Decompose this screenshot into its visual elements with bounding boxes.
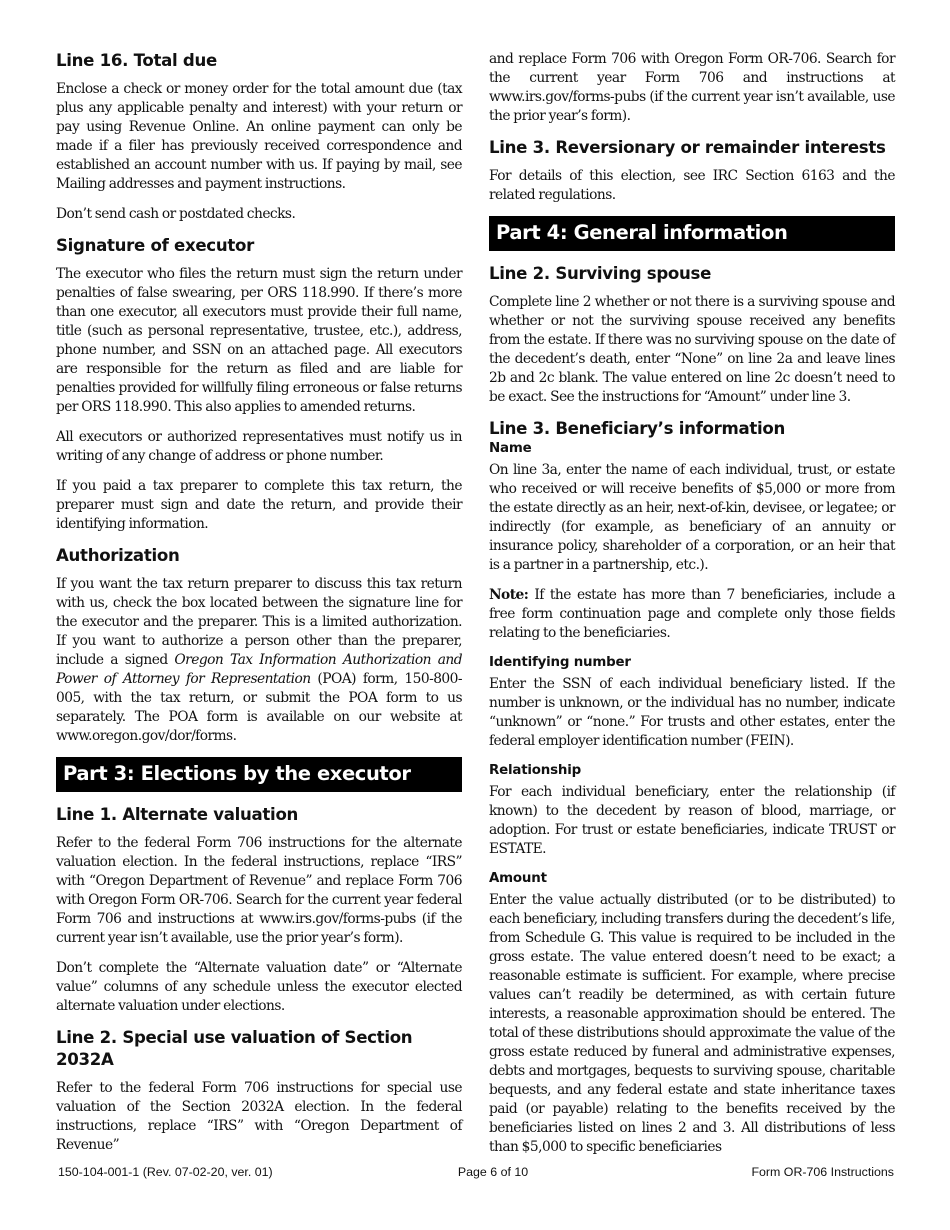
name-subheading: Name <box>489 441 532 456</box>
special-use-heading: Line 2. Special use valuation of Section 2032A <box>56 1028 413 1069</box>
continued-paragraph: and replace Form 706 with Oregon Form OR-706. Search for the current year Form 706 and instructions at www.irs.gov/forms-pubs (if the current year isn’t available, use the prior year’s form). <box>489 51 895 124</box>
authorization-text-b: (POA) form, 150-800-005, with the tax return, or submit the POA form to us separately. The POA form is available on our website at www.oregon.gov/dor/forms. <box>56 671 462 744</box>
name-paragraph: On line 3a, enter the name of each individual, trust, or estate who received or will receive benefits of $5,000 or more from the estate directly as an heir, next-of-kin, devisee, or legatee; or indirectly (for example, as beneficiary of an annuity or insurance policy, shareholder of a corporation, or an heir that is a partner in a partnership, etc.). <box>489 462 895 573</box>
authorization-heading: Authorization <box>56 546 180 565</box>
line16-heading: Line 16. Total due <box>56 51 217 70</box>
line16-paragraph-1: Enclose a check or money order for the total amount due (tax plus any applicable penalty and interest) with your return or pay using Revenue Online. An online payment can only be made if a filer has previously received correspondence and established an account number with us. If paying by mail, see Mailing addresses and payment instructions. <box>56 81 462 192</box>
special-use-paragraph: Refer to the federal Form 706 instructions for special use valuation of the Section 2032A election. In the federal instructions, replace “IRS” with “Oregon Department of Revenue” <box>56 1080 462 1153</box>
right-column <box>489 50 895 1168</box>
reversionary-heading: Line 3. Reversionary or remainder interests <box>489 138 886 157</box>
surviving-spouse-heading: Line 2. Surviving spouse <box>489 264 712 283</box>
note-text: If the estate has more than 7 beneficiaries, include a free form continuation page and complete only those fields relating to the beneficiaries. <box>489 587 895 641</box>
note-label: Note: <box>489 587 529 603</box>
footer-page-number: Page 6 of 10 <box>457 1165 529 1179</box>
footer-form-number: 150-104-001-1 (Rev. 07-02-20, ver. 01) <box>58 1165 273 1179</box>
amount-paragraph: Enter the value actually distributed (or to be distributed) to each beneficiary, including transfers during the decedent’s life, from Schedule G. This value is required to be included in the gross estate. The value entered doesn’t need to be exact; a reasonable estimate is sufficient. For example, where precise values can’t readily be determined, as with certain future interests, a reasonable approximation should be entered. The total of these distributions should approximate the value of the gross estate reduced by funeral and administrative expenses, debts and mortgages, bequests to surviving spouse, charitable bequests, and any federal estate and state inheritance taxes paid (or payable) relating to the benefits received by the beneficiaries listed on lines 2 and 3. All distributions of less than $5,000 to specific beneficiaries <box>489 892 895 1155</box>
amount-subheading: Amount <box>489 871 547 886</box>
signature-paragraph-2: All executors or authorized representatives must notify us in writing of any change of address or phone number. <box>56 429 462 464</box>
signature-heading: Signature of executor <box>56 236 254 255</box>
footer-form-title: Form OR-706 Instructions <box>751 1165 894 1179</box>
left-column <box>56 50 462 1166</box>
reversionary-paragraph: For details of this election, see IRC Section 6163 and the related regulations. <box>489 168 895 203</box>
page-footer <box>58 1165 894 1183</box>
alternate-valuation-paragraph-1: Refer to the federal Form 706 instructions for the alternate valuation election. In the federal instructions, replace “IRS” with “Oregon Department of Revenue” and replace Form 706 with Oregon Form OR-706. Search for the current year federal Form 706 and instructions at www.irs.gov/forms-pubs (if the current year isn’t available, use the prior year’s form). <box>56 835 462 946</box>
relationship-paragraph: For each individual beneficiary, enter the relationship (if known) to the decedent by reason of blood, marriage, or adoption. For trust or estate beneficiaries, indicate TRUST or ESTATE. <box>489 784 895 857</box>
line16-paragraph-2: Don’t send cash or postdated checks. <box>56 206 296 222</box>
poa-form-title: Oregon Tax Information Authorization and Power of Attorney for Representation <box>56 652 462 687</box>
signature-paragraph-1: The executor who files the return must sign the return under penalties of false swearing, per ORS 118.990. If there’s more than one executor, all executors must provide their full name, title (such as personal representative, trustee, etc.), address, phone number, and SSN on an attached page. All executors are responsible for the return as filed and are liable for penalties provided for willfully filing erroneous or false returns per ORS 118.990. This also applies to amended returns. <box>56 266 462 415</box>
part4-banner: Part 4: General information <box>489 216 895 251</box>
authorization-paragraph <box>56 575 462 746</box>
surviving-spouse-paragraph: Complete line 2 whether or not there is a surviving spouse and whether or not the surviving spouse received any benefits from the estate. If there was no surviving spouse on the date of the decedent’s death, enter “None” on line 2a and leave lines 2b and 2c blank. The value entered on line 2c doesn’t need to be exact. See the instructions for “Amount” under line 3. <box>489 294 895 405</box>
note-paragraph <box>489 586 895 643</box>
identifying-number-subheading: Identifying number <box>489 655 631 670</box>
beneficiary-heading: Line 3. Beneficiary’s information <box>489 419 786 438</box>
relationship-subheading: Relationship <box>489 763 582 778</box>
identifying-number-paragraph: Enter the SSN of each individual beneficiary listed. If the number is unknown, or the individual has no number, indicate “unknown” or “none.” For trusts and other estates, enter the federal employer identification number (FEIN). <box>489 676 895 749</box>
authorization-text-a: If you want the tax return preparer to discuss this tax return with us, check the box located between the signature line for the executor and the preparer. This is a limited authorization. If you want to authorize a person other than the preparer, include a signed <box>56 576 462 668</box>
alternate-valuation-heading: Line 1. Alternate valuation <box>56 805 299 824</box>
alternate-valuation-paragraph-2: Don’t complete the “Alternate valuation date” or “Alternate value” columns of any schedule unless the executor elected alternate valuation under elections. <box>56 960 462 1014</box>
part3-banner: Part 3: Elections by the executor <box>56 757 462 792</box>
signature-paragraph-3: If you paid a tax preparer to complete this tax return, the preparer must sign and date the return, and provide their identifying information. <box>56 478 462 532</box>
